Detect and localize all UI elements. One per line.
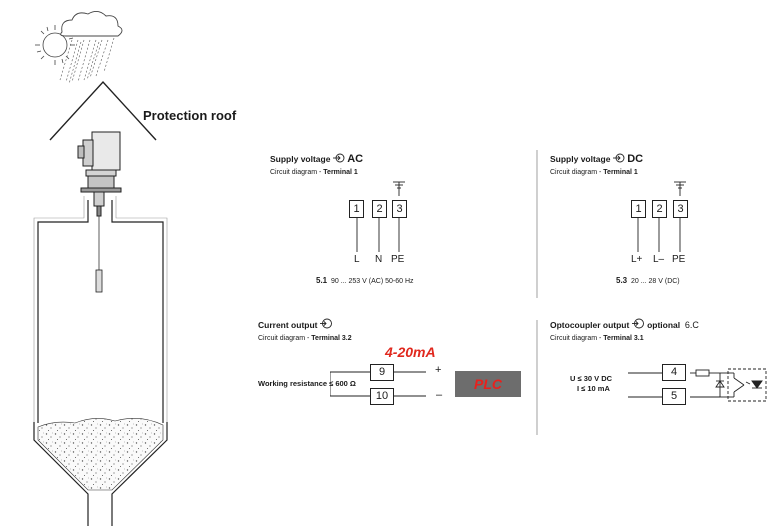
current-terminal-10: 10 bbox=[370, 388, 394, 405]
opto-wiring bbox=[628, 360, 768, 406]
current-terminal-9: 9 bbox=[370, 364, 394, 381]
silo-illustration bbox=[0, 0, 260, 526]
opto-terminal-5: 5 bbox=[662, 388, 686, 405]
dc-title: Supply voltage DC bbox=[550, 153, 644, 165]
ac-terminal-1: 1 bbox=[349, 200, 364, 218]
probe-weight bbox=[96, 270, 102, 292]
opto-title: Optocoupler output optional 6.C bbox=[550, 320, 699, 330]
current-range-label: 4-20mA bbox=[385, 344, 436, 360]
current-title: Current output bbox=[258, 318, 333, 330]
dc-label-pe: PE bbox=[672, 254, 686, 265]
dc-wiring bbox=[620, 178, 700, 258]
opto-current: I ≤ 10 mA bbox=[577, 384, 610, 393]
dc-label-lplus: L+ bbox=[631, 254, 643, 265]
roof-label: Protection roof bbox=[143, 108, 237, 123]
section-divider-lower bbox=[536, 320, 540, 440]
input-arrow-icon bbox=[333, 153, 345, 163]
dc-label-lminus: L– bbox=[653, 254, 665, 265]
input-arrow-icon bbox=[613, 153, 625, 163]
dc-subtitle: Circuit diagram - Terminal 1 bbox=[550, 169, 638, 176]
dc-spec: 5.3 20 ... 28 V (DC) bbox=[616, 276, 680, 285]
section-divider bbox=[536, 150, 540, 305]
rain-icon bbox=[60, 38, 114, 84]
opto-voltage: U ≤ 30 V DC bbox=[570, 374, 613, 383]
ac-title: Supply voltage AC bbox=[270, 153, 364, 165]
ac-terminal-3: 3 bbox=[392, 200, 407, 218]
ac-wiring bbox=[340, 178, 420, 258]
dc-terminal-3: 3 bbox=[673, 200, 688, 218]
output-arrow-icon bbox=[320, 318, 333, 329]
bulk-material bbox=[38, 418, 163, 490]
plc-box: PLC bbox=[455, 371, 521, 397]
cloud-icon bbox=[61, 11, 122, 36]
sensor-housing bbox=[78, 132, 121, 216]
dc-terminal-2: 2 bbox=[652, 200, 667, 218]
ac-subtitle: Circuit diagram - Terminal 1 bbox=[270, 169, 358, 176]
ac-label-pe: PE bbox=[391, 254, 405, 265]
ac-terminal-2: 2 bbox=[372, 200, 387, 218]
opto-subtitle: Circuit diagram - Terminal 3.1 bbox=[550, 335, 644, 342]
opto-terminal-4: 4 bbox=[662, 364, 686, 381]
minus-sign: – bbox=[436, 389, 443, 401]
ac-label-l: L bbox=[354, 254, 360, 265]
plus-sign: + bbox=[435, 364, 442, 376]
protection-roof bbox=[50, 82, 156, 140]
ac-spec: 5.1 90 ... 253 V (AC) 50-60 Hz bbox=[316, 276, 414, 285]
working-resistance: Working resistance ≤ 600 Ω bbox=[258, 379, 356, 388]
silo-outline bbox=[38, 200, 163, 423]
output-arrow-icon bbox=[632, 318, 645, 329]
ac-label-n: N bbox=[375, 254, 383, 265]
current-subtitle: Circuit diagram - Terminal 3.2 bbox=[258, 335, 352, 342]
dc-terminal-1: 1 bbox=[631, 200, 646, 218]
